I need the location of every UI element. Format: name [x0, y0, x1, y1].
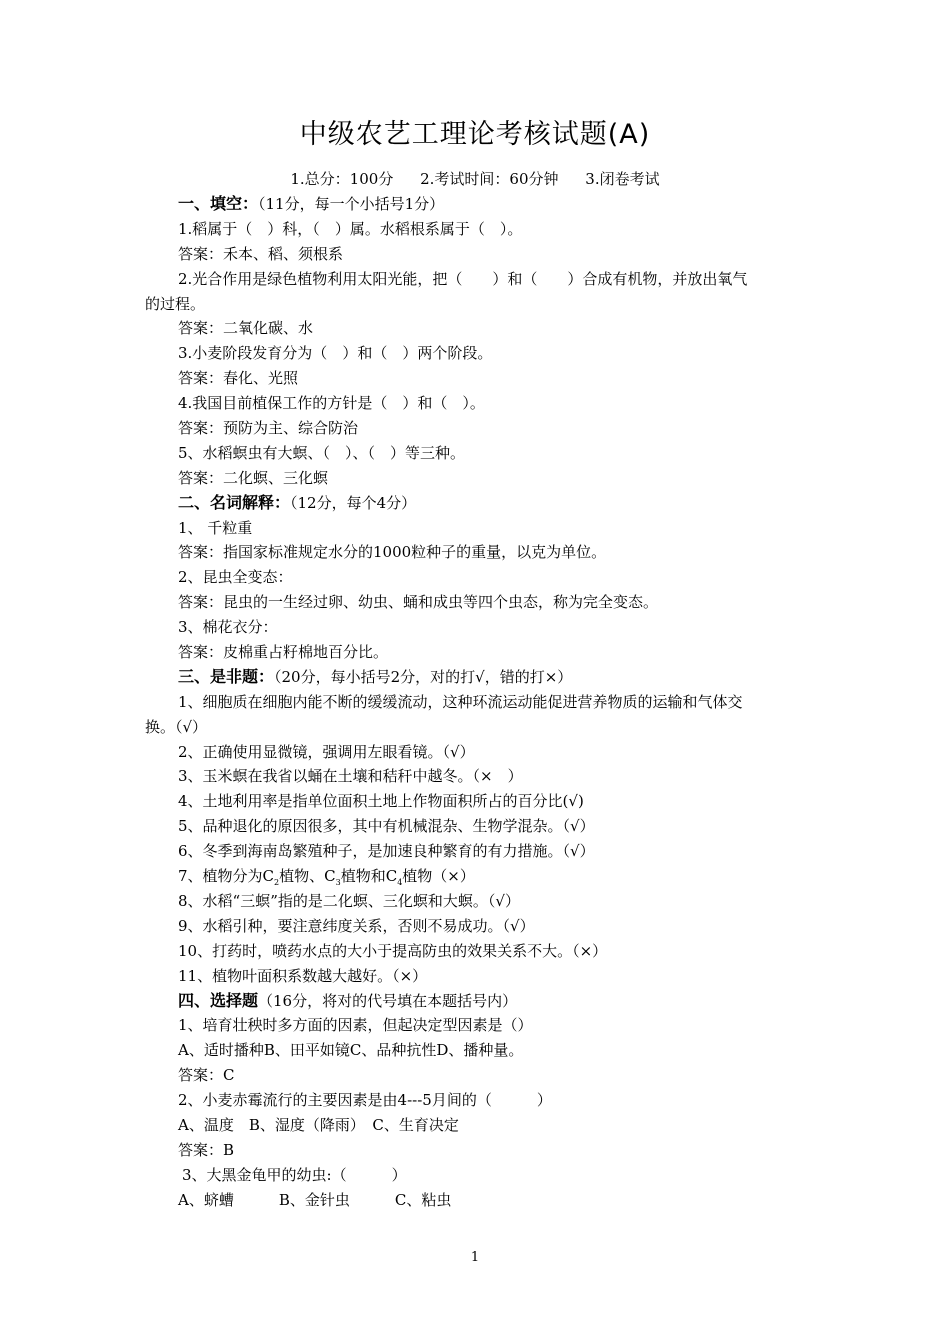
text-run: 植物（×）	[402, 867, 475, 886]
answer-line: 答案：二化螟、三化螟	[178, 468, 329, 487]
section-note: （20分，每小括号2分，对的打√，错的打×）	[274, 667, 573, 686]
text-run: 植物、C	[279, 867, 336, 886]
text-run: 7、植物分为C	[178, 867, 275, 886]
question-line: 2、正确使用显微镜，强调用左眼看镜。（√）	[178, 742, 475, 761]
section-note: （12分，每个4分）	[290, 493, 417, 512]
text-run: 植物和C	[340, 867, 398, 886]
answer-line: 答案：二氧化碳、水	[178, 319, 314, 338]
question-line: 5、品种退化的原因很多，其中有机械混杂、生物学混杂。（√）	[178, 817, 595, 836]
question-line	[145, 864, 825, 889]
page-title: 中级农艺工理论考核试题(A)	[299, 119, 651, 150]
section-heading	[145, 989, 825, 1014]
question-line: 1、细胞质在细胞内能不断的缓缓流动，这种环流运动能促进营养物质的运输和气体交	[178, 692, 743, 711]
exam-info	[0, 168, 950, 189]
answer-line: 答案：春化、光照	[178, 369, 299, 388]
answer-line: 答案：指国家标准规定水分的1000粒种子的重量，以克为单位。	[178, 543, 607, 562]
subscript: 3	[335, 878, 341, 888]
question-line: 9、水稻引种，要注意纬度关系，否则不易成功。（√）	[178, 916, 535, 935]
section-title: 三、是非题：	[178, 666, 275, 686]
section-heading	[145, 192, 825, 217]
question-line: 6、冬季到海南岛繁殖种子，是加速良种繁育的有力措施。（√）	[178, 842, 595, 861]
section-note: （16分，将对的代号填在本题括号内）	[258, 991, 518, 1010]
answer-line: 答案：禾本、稻、须根系	[178, 244, 344, 263]
question-body	[145, 192, 825, 1213]
section-title: 四、选择题	[178, 990, 259, 1010]
question-line: 11、植物叶面积系数越大越好。（×）	[178, 966, 428, 985]
answer-line: 答案：B	[178, 1140, 235, 1159]
section-title: 一、填空：	[178, 194, 259, 213]
answer-line: 答案：C	[178, 1066, 235, 1085]
question-line: A、适时播种B、田平如镜C、品种抗性D、播种量。	[178, 1041, 524, 1060]
question-line: A、蛴螬 B、金针虫 C、粘虫	[178, 1190, 452, 1209]
answer-line: 答案：昆虫的一生经过卵、幼虫、蛹和成虫等四个虫态，称为完全变态。	[178, 593, 659, 612]
question-line: 1、 千粒重	[178, 518, 253, 537]
subscript: 4	[397, 878, 403, 888]
question-line: 3、大黑金龟甲的幼虫:（ ）	[182, 1165, 407, 1184]
question-line: 5、水稻螟虫有大螟、（ ）、（ ）等三种。	[178, 443, 466, 462]
page-number: 1	[470, 1250, 480, 1265]
question-line: 3、棉花衣分：	[178, 618, 278, 637]
question-line: 3、玉米螟在我省以蛹在土壤和秸秆中越冬。（× ）	[178, 767, 523, 786]
question-line: 10、打药时，喷药水点的大小于提高防虫的效果关系不大。（×）	[178, 941, 608, 960]
question-line: 4、土地利用率是指单位面积土地上作物面积所占的百分比(√)	[178, 792, 584, 811]
question-line: 1.稻属于（ ）科，（ ）属。水稻根系属于（ ）。	[178, 219, 523, 238]
question-line: 2.光合作用是绿色植物利用太阳光能，把（ ）和（ ）合成有机物，并放出氧气	[178, 269, 748, 288]
exam-info-mode: 3.闭卷考试	[585, 170, 660, 188]
exam-info-total: 1.总分：100分	[290, 170, 394, 188]
question-line: 2、小麦赤霉流行的主要因素是由4---5月间的（ ）	[178, 1091, 552, 1110]
answer-line: 答案：皮棉重占籽棉地百分比。	[178, 643, 389, 662]
subscript: 2	[274, 878, 280, 888]
section-heading	[145, 491, 825, 516]
exam-info-time: 2.考试时间：60分钟	[420, 170, 559, 188]
question-line: 8、水稻“三螟”指的是二化螟、三化螟和大螟。（√）	[178, 891, 520, 910]
answer-line: 答案：预防为主、综合防治	[178, 419, 359, 438]
section-title: 二、名词解释：	[178, 492, 291, 512]
question-line: 2、昆虫全变态：	[178, 568, 293, 587]
question-line: A、温度 B、湿度（降雨） C、生育决定	[178, 1115, 459, 1134]
question-line: 的过程。	[145, 294, 206, 313]
question-line: 3.小麦阶段发育分为（ ）和（ ）两个阶段。	[178, 344, 493, 363]
section-note: （11分，每一个小括号1分）	[258, 195, 445, 213]
section-heading	[145, 665, 825, 690]
question-line: 4.我国目前植保工作的方针是（ ）和（ ）。	[178, 394, 485, 413]
question-line: 1、培育壮秧时多方面的因素，但起决定型因素是（）	[178, 1016, 533, 1035]
question-line: 换。（√）	[145, 717, 208, 736]
